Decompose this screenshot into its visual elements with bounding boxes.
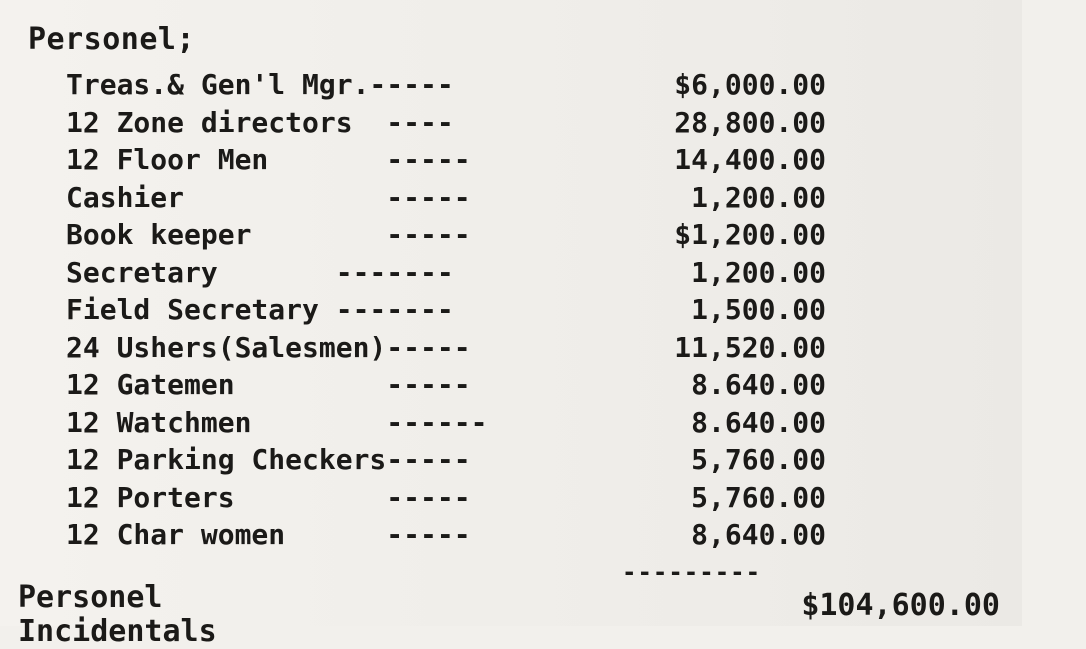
section-heading: Personel; <box>28 22 196 57</box>
personnel-row <box>66 368 826 404</box>
position-label: Cashier ----- <box>66 180 471 214</box>
salary-amount: 1,200.00 <box>691 180 826 214</box>
personnel-row <box>66 443 826 479</box>
subtotal-rule: --------- <box>622 558 762 586</box>
salary-amount: 28,800.00 <box>674 105 826 139</box>
salary-amount: 5,760.00 <box>691 443 826 476</box>
total-label: Personel <box>18 580 163 615</box>
personnel-row <box>66 181 826 217</box>
salary-amount: 8.640.00 <box>691 368 826 401</box>
position-label: Secretary ------- <box>66 255 454 289</box>
salary-amount: $6,000.00 <box>674 68 826 101</box>
salary-amount: 8.640.00 <box>691 405 826 439</box>
personnel-row <box>66 143 826 179</box>
position-label: 12 Floor Men ----- <box>66 143 471 176</box>
salary-amount: 8,640.00 <box>691 518 826 551</box>
salary-amount: 1,200.00 <box>691 255 826 289</box>
position-label: Field Secretary ------- <box>66 293 454 326</box>
position-label: 12 Parking Checkers----- <box>66 443 471 476</box>
total-amount: $104,600.00 <box>801 588 1000 623</box>
personnel-row <box>66 481 826 517</box>
salary-amount: 11,520.00 <box>674 330 826 364</box>
salary-amount: 1,500.00 <box>691 293 826 326</box>
position-label: 12 Zone directors ---- <box>66 105 454 139</box>
personnel-row <box>66 218 826 254</box>
salary-amount: 14,400.00 <box>674 143 826 176</box>
personnel-row <box>66 106 826 142</box>
personnel-row <box>66 293 826 329</box>
position-label: Treas.& Gen'l Mgr.----- <box>66 68 454 101</box>
position-label: 12 Gatemen ----- <box>66 368 471 401</box>
personnel-row <box>66 256 826 292</box>
position-label: 24 Ushers(Salesmen)----- <box>66 330 471 364</box>
personnel-row <box>66 518 826 554</box>
salary-amount: $1,200.00 <box>674 218 826 251</box>
position-label: 12 Watchmen ------ <box>66 405 488 439</box>
salary-amount: 5,760.00 <box>691 480 826 514</box>
personnel-row <box>66 331 826 367</box>
cut-off-line: Incidentals <box>18 614 217 649</box>
personnel-row <box>66 68 826 104</box>
position-label: Book keeper ----- <box>66 218 471 251</box>
personnel-row <box>66 406 826 442</box>
position-label: 12 Char women ----- <box>66 518 471 551</box>
position-label: 12 Porters ----- <box>66 480 471 514</box>
bleed-through-text <box>640 30 1086 54</box>
